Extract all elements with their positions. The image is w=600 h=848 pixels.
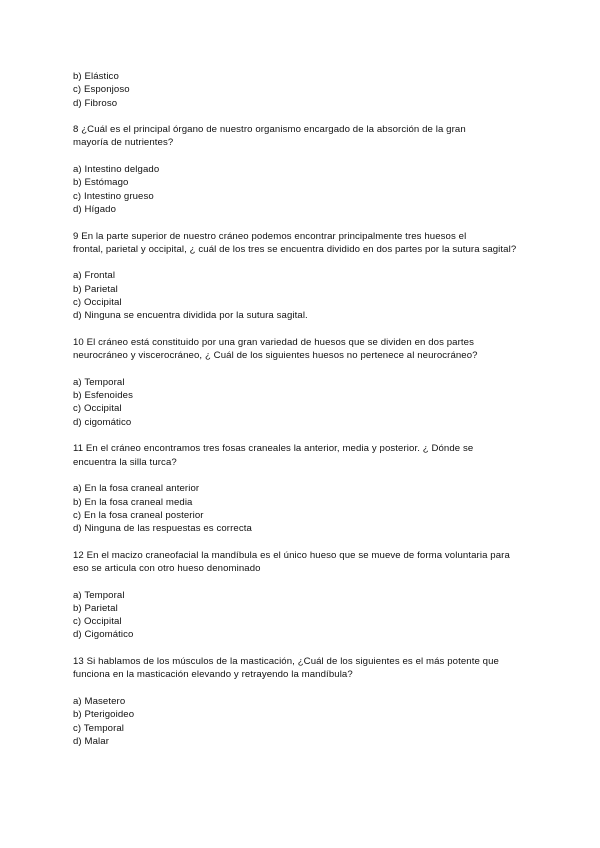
question-options	[73, 376, 543, 429]
option-line: a) Temporal	[73, 376, 125, 388]
option-line: c) En la fosa craneal posterior	[73, 509, 204, 521]
question-13	[73, 655, 543, 748]
option-line: b) Parietal	[73, 283, 118, 295]
option-line: c) Intestino grueso	[73, 190, 154, 202]
option-line: b) Parietal	[73, 602, 118, 614]
question-11	[73, 442, 543, 535]
question-9	[73, 230, 543, 323]
question-text	[73, 549, 543, 576]
option-line: d) Ninguna se encuentra dividida por la sutura sagital.	[73, 310, 308, 322]
question-options	[73, 482, 543, 535]
question-line: neurocráneo y viscerocráneo, ¿ Cuál de los siguientes huesos no pertenece al neurocráneo?	[73, 350, 478, 362]
option-line: d) Cigomático	[73, 629, 134, 641]
document-page	[73, 70, 543, 748]
question-options	[73, 589, 543, 642]
question-line: 10 El cráneo está constituido por una gran variedad de huesos que se dividen en dos partes	[73, 336, 475, 348]
question-line: encuentra la silla turca?	[73, 456, 177, 468]
question-8	[73, 123, 543, 216]
question-line: 9 En la parte superior de nuestro cráneo podemos encontrar principalmente tres huesos el	[73, 230, 467, 242]
option-line: c) Occipital	[73, 403, 122, 415]
option-line: a) En la fosa craneal anterior	[73, 483, 200, 495]
question-options	[73, 163, 543, 216]
question-line: 13 Si hablamos de los músculos de la masticación, ¿Cuál de los siguientes es el más potente que	[73, 656, 499, 668]
question-text	[73, 442, 543, 469]
question-line: 8 ¿Cuál es el principal órgano de nuestro organismo encargado de la absorción de la gran	[73, 124, 466, 136]
question-text	[73, 336, 543, 363]
option-line: c) Occipital	[73, 297, 122, 309]
question-options	[73, 269, 543, 322]
question-line: funciona en la masticación elevando y retrayendo la mandíbula?	[73, 669, 353, 681]
question-options	[73, 695, 543, 748]
question-text	[73, 655, 543, 682]
option-line: a) Temporal	[73, 589, 125, 601]
option-line: d) cigomático	[73, 416, 132, 428]
option-line: a) Masetero	[73, 695, 126, 707]
question-10	[73, 336, 543, 429]
question-12	[73, 549, 543, 642]
option-line: d) Malar	[73, 735, 109, 747]
option-line: d) Ninguna de las respuestas es correcta	[73, 523, 252, 535]
question-line: mayoría de nutrientes?	[73, 137, 174, 149]
option-line: d) Hígado	[73, 203, 117, 215]
question-text	[73, 123, 543, 150]
question-line: eso se articula con otro hueso denominado	[73, 562, 261, 574]
option-line: b) En la fosa craneal media	[73, 496, 193, 508]
option-line: a) Intestino delgado	[73, 164, 160, 176]
option-line: b) Estómago	[73, 177, 129, 189]
option-line: d) Fibroso	[73, 97, 118, 109]
carryover-options	[73, 70, 543, 110]
option-line: b) Pterigoideo	[73, 709, 135, 721]
option-line: c) Occipital	[73, 616, 122, 628]
question-line: frontal, parietal y occipital, ¿ cuál de los tres se encuentra dividido en dos partes por la sutura sagital?	[73, 243, 517, 255]
question-text	[73, 230, 543, 257]
question-line: 11 En el cráneo encontramos tres fosas craneales la anterior, media y posterior. ¿ Dónde se	[73, 443, 474, 455]
option-line: a) Frontal	[73, 270, 116, 282]
question-line: 12 En el macizo craneofacial la mandíbula es el único hueso que se mueve de forma voluntaria para	[73, 549, 510, 561]
option-line: b) Esfenoides	[73, 390, 133, 402]
option-line: c) Temporal	[73, 722, 125, 734]
option-line: c) Esponjoso	[73, 84, 130, 96]
option-line: b) Elástico	[73, 71, 119, 82]
